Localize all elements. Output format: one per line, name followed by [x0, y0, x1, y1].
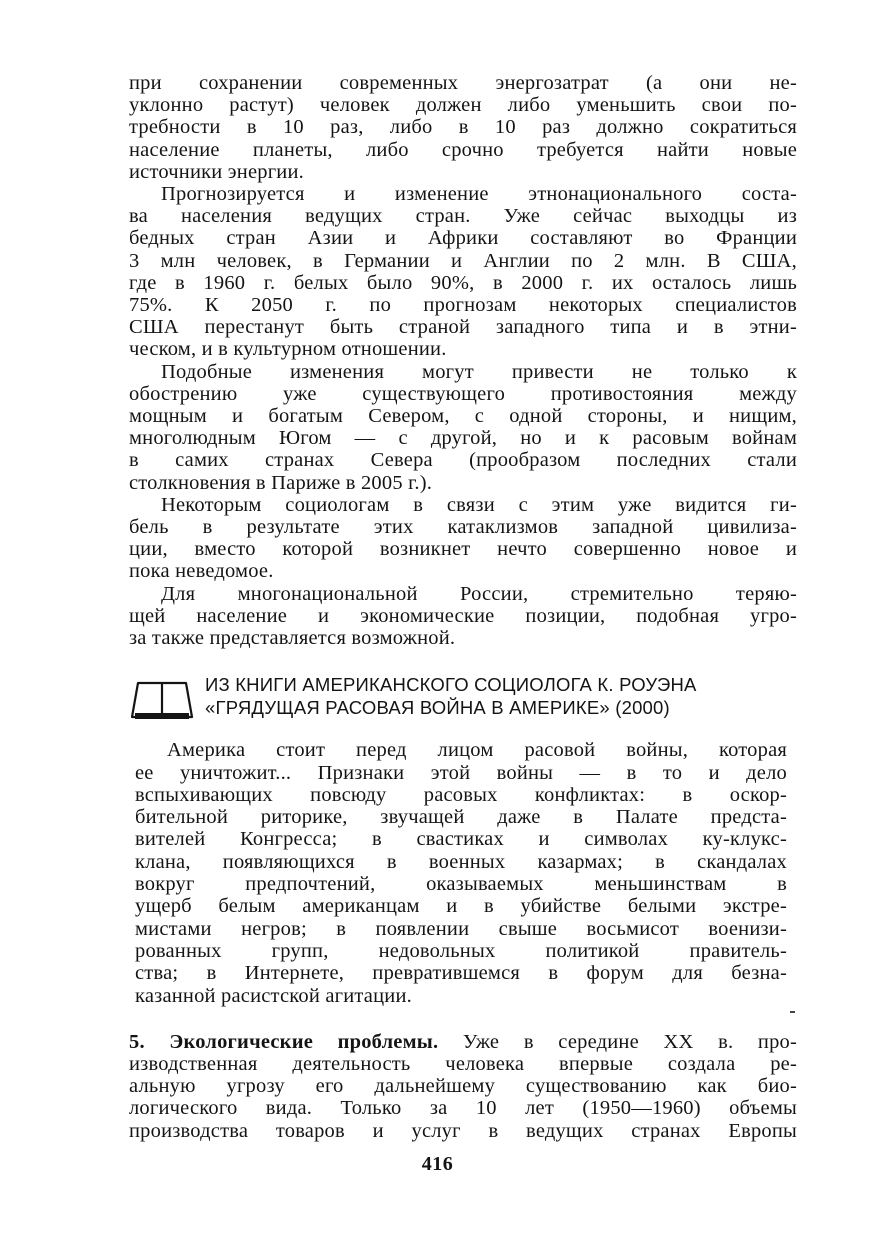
section-5 — [129, 1031, 797, 1142]
text-line: ва населения ведущих стран. Уже сейчас выходцы из — [129, 205, 797, 228]
page-number: 416 — [421, 1153, 454, 1175]
quote-line: мистами негров; в появлении свыше восьмисот военизи- — [135, 917, 787, 940]
quote-line: бительной риторике, звучащей даже в Палате предста- — [135, 806, 787, 829]
text-line: 75%. К 2050 г. по прогнозам некоторых специалистов — [129, 294, 797, 317]
text-line: Прогнозируется и изменение этнонационального соста- — [161, 183, 797, 206]
paragraph-3 — [129, 361, 797, 494]
paragraph-2 — [129, 183, 797, 361]
text-line: столкновения в Париже в 2005 г.). — [129, 471, 433, 494]
quote-line: рованных групп, недовольных политикой правитель- — [135, 939, 787, 962]
text-line: Некоторым социологам в связи с этим уже видится ги- — [161, 493, 797, 516]
text-line: ческом, и в культурном отношении. — [129, 338, 447, 361]
section-first-line — [129, 1031, 797, 1053]
text-line: пока неведомое. — [129, 560, 274, 583]
text-line: многолюдным Югом — с другой, но и к расовым войнам — [129, 427, 797, 450]
quote-line: клана, появляющихся в военных казармах; в скандалах — [135, 850, 787, 873]
text-line: требности в 10 раз, либо в 10 раз должно сократиться — [129, 116, 797, 139]
text-line: источники энергии. — [129, 160, 304, 183]
heading-line: «ГРЯДУЩАЯ РАСОВАЯ ВОЙНА В АМЕРИКЕ» (2000) — [205, 697, 670, 719]
paragraph-1 — [129, 72, 797, 183]
text-line: щей население и экономические позиции, подобная угро- — [129, 604, 797, 627]
text-line: 3 млн человек, в Германии и Англии по 2 млн. В США, — [129, 249, 797, 272]
quote-line: ее уничтожит... Признаки этой войны — в то и дело — [135, 761, 787, 784]
quote-line: вителей Конгресса; в свастиках и символах ку-клукс- — [135, 828, 787, 851]
text-line: где в 1960 г. белых было 90%, в 2000 г. их осталось лишь — [129, 271, 797, 294]
text-line: производства товаров и услуг в ведущих странах Европы — [129, 1119, 797, 1142]
text-line: при сохранении современных энергозатрат (а они не- — [129, 72, 797, 94]
text-line: США перестанут быть страной западного типа и в этни- — [129, 316, 797, 339]
source-quote — [135, 739, 787, 1007]
quote-line: ства; в Интернете, превратившемся в форум для безна- — [135, 962, 787, 985]
paragraph-5 — [129, 583, 797, 650]
text-line: население планеты, либо срочно требуется найти новые — [129, 138, 797, 161]
text-line: Для многонациональной России, стремительно теряю- — [161, 582, 797, 605]
quote-line: вспыхивающих повсюду расовых конфликтах: в оскор- — [135, 783, 787, 806]
section-title: 5. Экологические проблемы. — [129, 1030, 439, 1053]
paragraph-4 — [129, 494, 797, 583]
text-line: обострению уже существующего противостояния между — [129, 382, 797, 405]
text-line: бель в результате этих катаклизмов западной цивилиза- — [129, 516, 797, 539]
heading-line: ИЗ КНИГИ АМЕРИКАНСКОГО СОЦИОЛОГА К. РОУЭНА — [205, 674, 697, 696]
quote-line: ущерб белым американцам и в убийстве белыми экстре- — [135, 895, 787, 918]
open-book-icon — [129, 675, 195, 721]
text-line: в самих странах Севера (прообразом последних стали — [129, 449, 797, 472]
section-first-line-text: Уже в середине XX в. про- — [438, 1030, 798, 1053]
text-line: мощным и богатым Севером, с одной стороны, и нищим, — [129, 405, 797, 428]
quote-line: Америка стоит перед лицом расовой войны, которая — [167, 739, 787, 762]
text-line: Подобные изменения могут привести не только к — [161, 360, 797, 383]
text-line: за также представляется возможной. — [129, 627, 456, 650]
text-line: логического вида. Только за 10 лет (1950—1960) объемы — [129, 1097, 797, 1120]
margin-mark — [790, 1011, 795, 1013]
source-heading — [205, 673, 697, 719]
quote-line: казанной расистской агитации. — [135, 984, 412, 1007]
quote-line: вокруг предпочтений, оказываемых меньшинствам в — [135, 873, 787, 896]
text-line: ции, вместо которой возникнет нечто совершенно новое и — [129, 538, 797, 561]
text-line: альную угрозу его дальнейшему существованию как био- — [129, 1075, 797, 1098]
text-line: уклонно растут) человек должен либо уменьшить свои по- — [129, 94, 797, 117]
text-line: изводственная деятельность человека впервые создала ре- — [129, 1053, 797, 1076]
source-heading-block — [129, 673, 797, 725]
text-line: бедных стран Азии и Африки составляют во Франции — [129, 227, 797, 250]
page-body — [129, 72, 797, 1142]
